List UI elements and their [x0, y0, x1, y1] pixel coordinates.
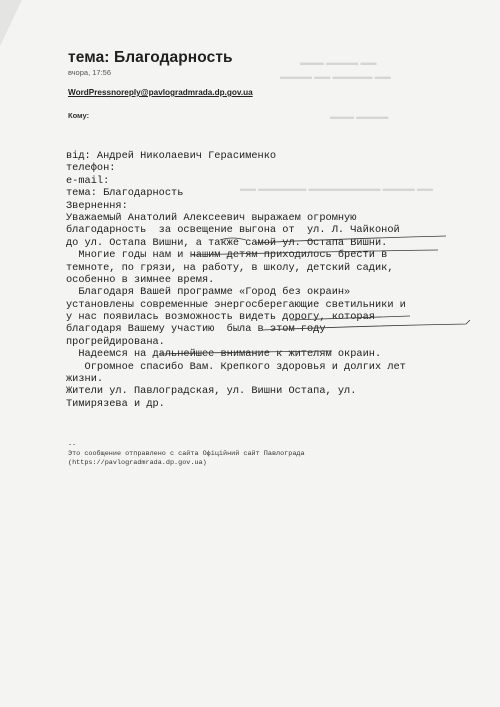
- message-line: у нас появилась возможность видеть дорогу, которая: [66, 311, 375, 324]
- message-line: благодаря Вашему участию была в этом году: [66, 323, 326, 336]
- recipient-label: Кому:: [68, 111, 90, 120]
- message-line: Тимирязева и др.: [66, 397, 165, 410]
- message-line: темноте, по грязи, на работу, в школу, детский садик,: [66, 261, 394, 274]
- email-timestamp: вчора, 17:56: [68, 68, 112, 77]
- message-line: установлены современные энергосберегающие светильники и: [66, 298, 406, 311]
- message-line: Звернення:: [66, 199, 128, 212]
- message-line: благодарность за освещение выгона от ул. Л. Чайконой: [66, 224, 400, 237]
- message-line: прогрейдирована.: [66, 335, 165, 348]
- message-line: e-mail:: [66, 174, 110, 187]
- footer-line: Это сообщение отправлено с сайта Офіційний сайт Павлограда: [68, 450, 305, 458]
- email-subject: тема: Благодарность: [68, 49, 233, 66]
- show-through-text: ▬▬▬▬ ▬▬ ▬▬▬▬▬ ▬▬: [280, 72, 391, 81]
- show-through-text: ▬▬▬ ▬▬▬▬: [330, 112, 389, 121]
- email-sender[interactable]: [68, 88, 253, 97]
- message-line: телефон:: [66, 162, 116, 175]
- show-through-text: ▬▬ ▬▬▬▬▬▬ ▬▬▬▬▬▬▬▬▬ ▬▬▬▬ ▬▬: [240, 184, 433, 193]
- message-body: [66, 150, 476, 410]
- sender-name: WordPress: [68, 88, 112, 97]
- page-fold-corner: [0, 0, 22, 46]
- message-line: тема: Благодарность: [66, 187, 184, 200]
- message-line: особенно в зимнее время.: [66, 273, 215, 286]
- show-through-text: ▬▬▬ ▬▬▬▬ ▬▬: [300, 58, 377, 67]
- sender-email: noreply@pavlogradmrada.dp.gov.ua: [111, 88, 253, 97]
- message-line: до ул. Остапа Вишни, а также самой ул. Остапа Вишни.: [66, 236, 388, 249]
- message-line: жизни.: [66, 373, 104, 386]
- message-line: Надеемся на дальнейшее внимание к жителям окраин.: [66, 348, 382, 361]
- footer-link[interactable]: (https://pavlogradmrada.dp.gov.ua): [68, 459, 207, 467]
- message-line: Многие годы нам и нашим детям приходилось брести в: [66, 249, 388, 262]
- message-line: Уважаемый Анатолий Алексеевич выражаем огромную: [66, 211, 357, 224]
- message-line: Благодаря Вашей программе «Город без окраин»: [66, 286, 351, 299]
- site-footer-note: [68, 441, 305, 468]
- message-line: від: Андрей Николаевич Герасименко: [66, 150, 277, 162]
- message-line: Огромное спасибо Вам. Крепкого здоровья и долгих лет: [66, 360, 406, 373]
- footer-separator: --: [68, 441, 77, 449]
- message-line: Жители ул. Павлоградская, ул. Вишни Остапа, ул.: [66, 385, 357, 398]
